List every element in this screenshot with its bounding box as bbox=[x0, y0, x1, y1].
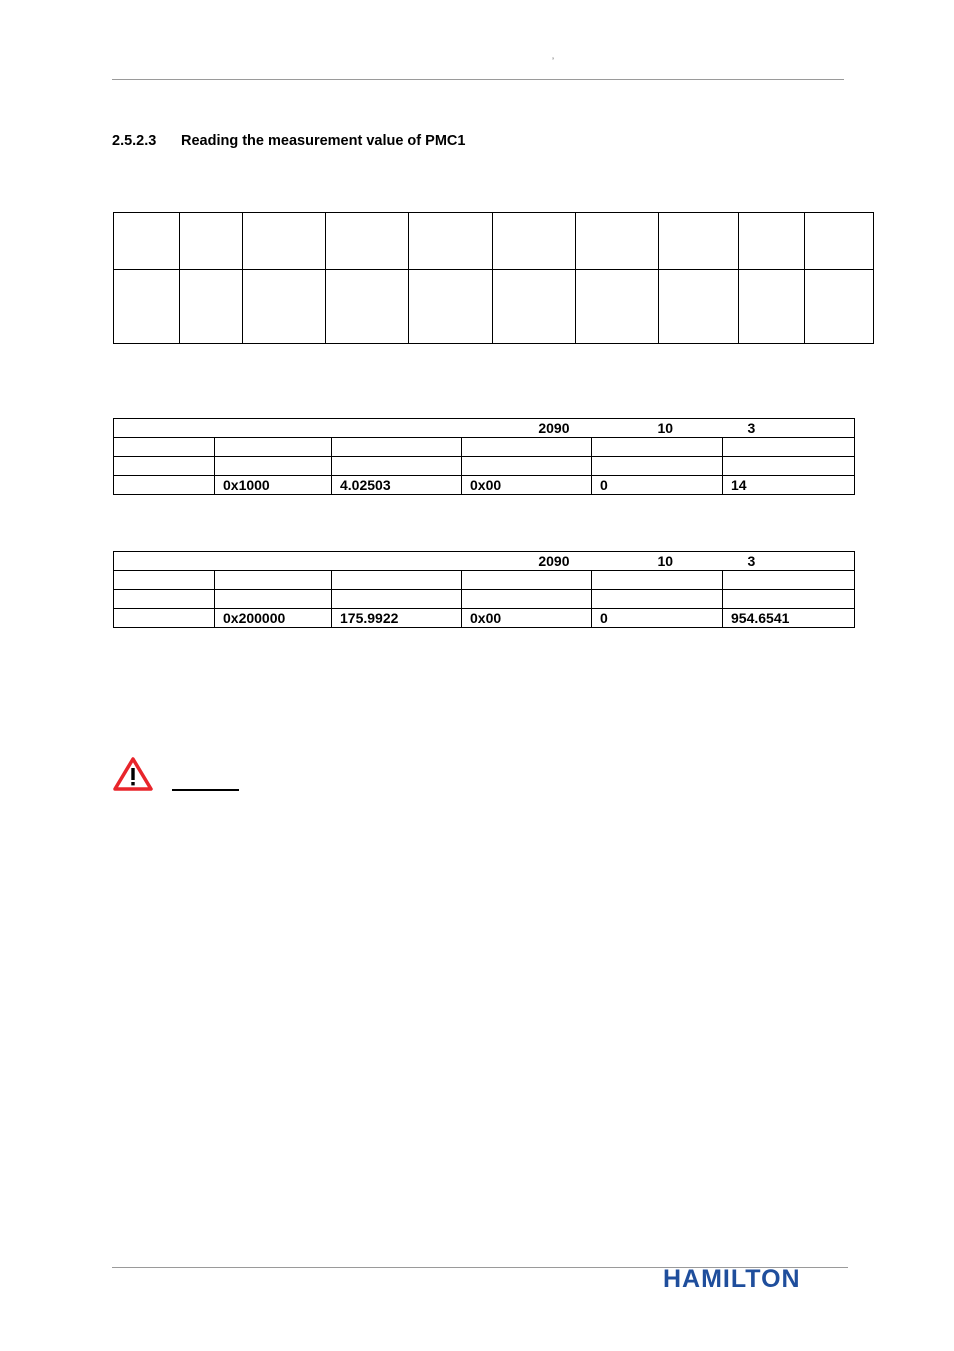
header-value-1: 2090 bbox=[462, 419, 592, 438]
table-cell bbox=[332, 571, 462, 590]
table-cell: 0 bbox=[592, 476, 723, 495]
table-cell bbox=[114, 476, 215, 495]
table-cell bbox=[723, 571, 855, 590]
table-cell bbox=[332, 590, 462, 609]
section-title: Reading the measurement value of PMC1 bbox=[181, 133, 466, 149]
header-value-1: 2090 bbox=[462, 552, 592, 571]
table-cell bbox=[462, 438, 592, 457]
table-row bbox=[114, 457, 855, 476]
table-cell bbox=[592, 457, 723, 476]
table-cell bbox=[332, 438, 462, 457]
table-cell: 14 bbox=[723, 476, 855, 495]
table-cell: 4.02503 bbox=[332, 476, 462, 495]
table-row bbox=[114, 609, 855, 628]
table-cell bbox=[462, 590, 592, 609]
parameter-table-2 bbox=[113, 551, 855, 628]
table-cell: 954.6541 bbox=[723, 609, 855, 628]
section-heading bbox=[112, 133, 465, 149]
table-cell: 0x200000 bbox=[215, 609, 332, 628]
table-cell bbox=[114, 457, 215, 476]
table-cell: 0 bbox=[592, 609, 723, 628]
table-cell bbox=[114, 438, 215, 457]
parameter-table-1 bbox=[113, 418, 855, 495]
table-cell: 0x1000 bbox=[215, 476, 332, 495]
table-cell bbox=[114, 590, 215, 609]
header-value-2: 10 bbox=[592, 552, 723, 571]
table-cell bbox=[332, 457, 462, 476]
table-row bbox=[114, 476, 855, 495]
table-cell bbox=[462, 457, 592, 476]
table-cell: 0x00 bbox=[462, 609, 592, 628]
table-header-row bbox=[114, 552, 855, 571]
table-cell bbox=[723, 590, 855, 609]
table-cell bbox=[215, 571, 332, 590]
table-header-row bbox=[114, 419, 855, 438]
table-cell bbox=[114, 609, 215, 628]
table-row bbox=[114, 438, 855, 457]
section-number: 2.5.2.3 bbox=[112, 133, 157, 149]
frame-table bbox=[113, 212, 874, 344]
table-cell bbox=[723, 457, 855, 476]
table-cell bbox=[592, 590, 723, 609]
header-value-3: 3 bbox=[723, 419, 855, 438]
frame-table-row bbox=[114, 270, 874, 344]
table-cell bbox=[215, 438, 332, 457]
table-row bbox=[114, 590, 855, 609]
note-underline bbox=[172, 789, 239, 791]
table-cell: 0x00 bbox=[462, 476, 592, 495]
hamilton-logo: HAMILTON bbox=[663, 1265, 801, 1293]
table-cell bbox=[215, 590, 332, 609]
header-value-3: 3 bbox=[723, 552, 855, 571]
table-cell bbox=[114, 571, 215, 590]
table-cell bbox=[592, 571, 723, 590]
table-row bbox=[114, 571, 855, 590]
warning-icon bbox=[113, 757, 153, 791]
table-cell bbox=[592, 438, 723, 457]
table-cell: 175.9922 bbox=[332, 609, 462, 628]
header-value-2: 10 bbox=[592, 419, 723, 438]
header-mark: ’ bbox=[552, 56, 554, 66]
frame-table-row bbox=[114, 213, 874, 270]
table-cell bbox=[462, 571, 592, 590]
table-cell bbox=[723, 438, 855, 457]
table-cell bbox=[215, 457, 332, 476]
header-rule bbox=[112, 79, 844, 80]
